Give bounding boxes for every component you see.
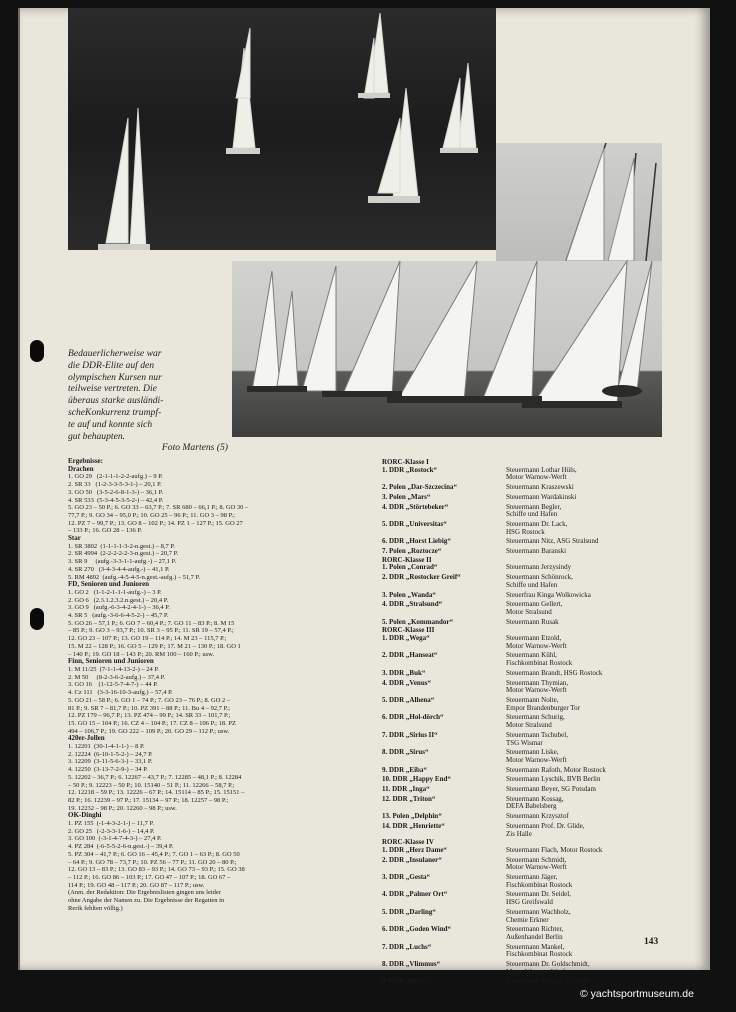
results-line: 1. GO 2 (1-1-2-1-1-1-aufg.-) – 3 P.	[68, 588, 162, 596]
rorc-crew-line: Steuermann Wardakinski	[506, 492, 577, 501]
rorc-crew-line: Motor Warnow-Werft	[506, 863, 567, 872]
rorc-place: 5. Polen „Kommandor“	[382, 617, 453, 626]
results-line: 12. GO 13 – 83 P.; 13. GO 83 – 93 P.; 14. GO 73 – 93 P.; 15. GO 38	[68, 866, 245, 874]
rorc-crew-line: Außenhandel Berlin	[506, 932, 563, 941]
results-line: 5. PZ 304 – 41,7 P.; 6. GO 16 – 45,4 P.; 7. GO 1 – 63 P.; 8. GO 50	[68, 850, 240, 858]
results-line: Rerik fehlten völlig.)	[68, 904, 123, 912]
rorc-crew	[506, 961, 672, 976]
rorc-entry	[382, 813, 672, 821]
rorc-entry	[382, 926, 672, 941]
results-line: – 133 P.; 16. GO 28 – 136 P.	[68, 527, 142, 535]
rorc-entry	[382, 749, 672, 764]
rorc-crew-line: Steuermann Thymian,	[506, 678, 569, 687]
rorc-crew	[506, 467, 672, 482]
results-section-title: Finn, Senioren und Junioren	[68, 657, 154, 666]
rorc-place: 2. DDR „Insulaner“	[382, 855, 442, 864]
rorc-crew-line: Steuermann Jerzysindy	[506, 563, 572, 572]
rorc-place: 7. Polen „Roztocze“	[382, 547, 442, 556]
rorc-place: 3. DDR „Gesta“	[382, 873, 431, 882]
rorc-crew	[506, 548, 672, 556]
caption-line: te auf und konnte sich	[68, 418, 153, 430]
rorc-place: 2. DDR „Hanseat“	[382, 651, 438, 660]
rorc-entry	[382, 538, 672, 546]
rorc-crew-line: Steuermann Richter,	[506, 925, 564, 934]
caption-line: überaus starke ausländi-	[68, 395, 164, 407]
rorc-place: 7. DDR „Sirius II“	[382, 730, 438, 739]
rorc-crew-line: Schiffe und Hafen	[506, 510, 558, 519]
results-line: 5. RM 4892 (aufg.-4-5-4-5-n.gest.-aufg.) – 51,7 P.	[68, 573, 201, 581]
caption-line: Bedauerlicherweise war	[68, 348, 162, 359]
rorc-entry	[382, 652, 672, 667]
rorc-entry	[382, 961, 672, 976]
rorc-entry	[382, 697, 672, 712]
results-line: 3. 12209 (3-11-5-6-3-) – 33,1 P.	[68, 758, 153, 766]
rorc-crew-line: Steuermann Wachholz,	[506, 907, 571, 916]
rorc-entry	[382, 857, 672, 872]
rorc-crew-line: Fischkombinat Rostock	[506, 950, 573, 959]
rorc-place: 9. DDR „Eiba“	[382, 765, 427, 774]
magazine-page	[20, 8, 710, 986]
rorc-crew	[506, 670, 672, 678]
rorc-crew-line: Steuermann Tschubel,	[506, 730, 568, 739]
results-line: 1. SR 3802 (1-1-1-1-3-2-n.gest.) – 8,7 P.	[68, 542, 175, 550]
rorc-entry	[382, 909, 672, 924]
rorc-crew-line: Motor Stralsund	[506, 607, 552, 616]
rorc-crew	[506, 813, 672, 821]
rorc-crew-line: Zis Halle	[506, 829, 532, 838]
rorc-crew-line: Steuermann Krzysztof	[506, 812, 569, 821]
results-line: 1. GO 29 (2-1-1-1-2-2-aufg.) – 9 P.	[68, 473, 163, 481]
rorc-crew	[506, 786, 672, 794]
rorc-crew	[506, 538, 672, 546]
rorc-place: 6. DDR „Goden Wind“	[382, 925, 451, 934]
rorc-crew	[506, 847, 672, 855]
rorc-crew-line: Steuermann Schmidt,	[506, 855, 567, 864]
rorc-crew-line: Steuermann Jäger,	[506, 873, 558, 882]
rorc-crew-line: Steuermann Dr. Goldschmidt,	[506, 960, 590, 969]
rorc-crew-line: Steuermann Lothar Hüls,	[506, 465, 577, 474]
results-line: 2. SR 33 (1-2-3-3-5-3-1-) – 20,1 P.	[68, 481, 162, 489]
results-line: – 140 P.; 19. GO 18 – 143 P.; 20. RM 100 – 160 P.; usw.	[68, 650, 215, 658]
rorc-crew-line: Steuermann Etzold,	[506, 634, 562, 643]
rorc-place: 9. DDR „Zis I“	[382, 977, 427, 986]
results-line: 3. GO 9 (aufg.-6-3-4-2-4-1-) – 36,4 P.	[68, 604, 170, 612]
rorc-crew	[506, 732, 672, 747]
results-line: – 85 P.; 9. GO 3 – 93,7 P.; 10. SR 3 – 95 P.; 11. SR 19 – 57,4 P.;	[68, 627, 234, 635]
rorc-crew-line: Steuermann Nöckel, Zis Halle	[506, 977, 591, 986]
results-line: – 50 P.; 9. 12223 – 50 P.; 10. 15140 – 51 P.; 11. 12266 – 58,7 P.;	[68, 781, 235, 789]
rorc-crew	[506, 504, 672, 519]
rorc-entry	[382, 601, 672, 616]
results-line: 4. SR 5 (aufg.-3-6-6-4-5-2-) – 45,7 P.	[68, 612, 169, 620]
caption-line: scheKonkurrenz trumpf-	[68, 406, 162, 418]
results-line: 5. GO 21 – 58 P.; 6. GO 1 – 74 P.; 7. GO 23 – 76 P.; 8. GO 2 –	[68, 696, 231, 704]
rorc-crew-line: Steuermann Dr. Seidel,	[506, 890, 571, 899]
results-line: 1. PZ 155 (-1-4-3-2-1-) – 11,7 P.	[68, 820, 155, 828]
results-line: 1. M 11/25 (7-1-1-4-13-2-) – 24 P.	[68, 665, 159, 673]
rorc-place: 14. DDR „Henriette“	[382, 821, 445, 830]
rorc-entry	[382, 891, 672, 906]
results-line: 4. Cz 111 (3-3-16-10-3-aufg.) – 57,4 P.	[68, 689, 173, 697]
rorc-entry	[382, 467, 672, 482]
rorc-crew-line: Motor Stralsund	[506, 721, 552, 730]
rorc-crew-line: Steuermann Liske,	[506, 748, 559, 757]
rorc-place: 1. DDR „Herz Dame“	[382, 845, 447, 854]
results-line: 77,7 P.; 9. GO 34 – 95,0 P.; 10. GO 25 – 96 P.; 11. GO 3 – 98 P.;	[68, 511, 235, 519]
rorc-crew	[506, 601, 672, 616]
results-line: 81 P.; 9. SR 7 – 81,7 P.; 10. PZ 391 – 88 P.; 11. Bu 4 – 92,7 P.;	[68, 704, 230, 712]
caption-line: teilweise vertreten. Die	[68, 383, 157, 395]
results-line: 3. GO 16 (1-12-5-7-4-7-) – 44 P.	[68, 681, 158, 689]
rorc-place: 7. DDR „Luchs“	[382, 942, 432, 951]
watermark: © yachtsportmuseum.de	[580, 988, 694, 1000]
rorc-crew-line: Steuerfrau Kinga Wolkowicka	[506, 590, 591, 599]
rorc-place: 2. DDR „Rostocker Greif“	[382, 573, 461, 582]
rorc-entry	[382, 776, 672, 784]
rorc-entry	[382, 732, 672, 747]
rorc-crew-line: Steuermann Kossag,	[506, 794, 564, 803]
rorc-crew-line: Fischkombinat Rostock	[506, 880, 573, 889]
rorc-crew	[506, 680, 672, 695]
results-line: (Anm. der Redaktion: Die Ergebnislisten gingen uns leider	[68, 889, 221, 897]
results-line: 2. GO 25 (-2-3-3-1-6-) – 14,4 P.	[68, 827, 155, 835]
rorc-crew	[506, 857, 672, 872]
rorc-entry	[382, 564, 672, 572]
rorc-crew-line: Empor Brandenburger Tor	[506, 703, 580, 712]
rorc-crew	[506, 697, 672, 712]
rorc-class-title: RORC-Klasse II	[382, 555, 432, 564]
rorc-crew-line: Steuermann Dr. Lack,	[506, 519, 568, 528]
rorc-crew-line: Steuermann Rafoth, Motor Rostock	[506, 765, 606, 774]
page-number: 143	[644, 937, 659, 947]
results-section-title: OK-Dinghi	[68, 811, 102, 820]
rorc-crew-line: Motor Warnow-Werft	[506, 755, 567, 764]
results-line: – 64 P.; 9. GO 78 – 73,7 P.; 10. PZ 56 – 77 P.; 11. GO 20 – 80 P.;	[68, 858, 237, 866]
rorc-crew-line: Steuermann Kraszewski	[506, 483, 574, 492]
results-line: 5. 12202 – 36,7 P.; 6. 12267 – 43,7 P.; 7. 12285 – 48,1 P.; 8. 12284	[68, 773, 242, 781]
results-line: 12. PZ 7 – 99,7 P.; 13. GO 8 – 102 P.; 14. PZ 1 – 127 P.; 15. GO 27	[68, 519, 243, 527]
rorc-place: 5. DDR „Universitas“	[382, 519, 447, 528]
results-line: 2. SR 4994 (2-2-2-2-2-3-n.gest.) – 20,7 P.	[68, 550, 179, 558]
rorc-place: 12. DDR „Triton“	[382, 794, 436, 803]
rorc-crew	[506, 909, 672, 924]
rorc-entry	[382, 635, 672, 650]
results-section-title: Star	[68, 534, 81, 543]
rorc-crew	[506, 635, 672, 650]
rorc-entry	[382, 847, 672, 855]
results-column	[68, 458, 355, 912]
rorc-crew-line: Steuermann Flach, Motor Rostock	[506, 845, 603, 854]
results-line: 2. 12224 (6-10-1-5-2-) – 24,7 P.	[68, 750, 153, 758]
rorc-crew	[506, 874, 672, 889]
rorc-place: 6. DDR „Hol-dörch“	[382, 713, 444, 722]
results-line: 2. M 50 (8-2-3-6-2-aufg.) – 37,4 P.	[68, 673, 166, 681]
rorc-place: 1. DDR „Wega“	[382, 634, 430, 643]
rorc-entry	[382, 714, 672, 729]
rorc-column	[382, 458, 672, 986]
rorc-crew	[506, 749, 672, 764]
rorc-entry	[382, 484, 672, 492]
rorc-crew-line: Steuermann Prof. Dr. Glide,	[506, 821, 585, 830]
caption-line: gut behaupten.	[68, 430, 126, 442]
rorc-crew-line: Steuermann Lyschik, BVB Berlin	[506, 775, 601, 784]
rorc-crew-line: Chemie Erkner	[506, 915, 549, 924]
rorc-crew	[506, 714, 672, 729]
rorc-entry	[382, 944, 672, 959]
rorc-crew-line: Steuermann Nitz, ASG Stralsund	[506, 537, 599, 546]
results-line: 494 – 106,7 P.; 19. GO 222 – 109 P.; 20. GO 29 – 112 P.; usw.	[68, 727, 230, 735]
results-line: 5. GO 23 – 50 P.; 6. GO 33 – 63,7 P.; 7. SR 680 – 66,1 P.; 8. GO 30 –	[68, 504, 249, 512]
photo-caption	[68, 348, 228, 454]
rorc-crew-line: Steuermann Schurig,	[506, 713, 565, 722]
rorc-entry	[382, 874, 672, 889]
rorc-crew	[506, 494, 672, 502]
results-line: 3. GO 50 (3-5-2-6-8-1-3-) – 36,1 P.	[68, 488, 164, 496]
rorc-crew-line: Motor Warnow-Werft	[506, 686, 567, 695]
results-line: 5. GO 26 – 57,1 P.; 6. GO 7 – 60,4 P.; 7. GO 11 – 83 P.; 8. M 15	[68, 619, 235, 627]
rorc-place: 4. DDR „Störtebeker“	[382, 502, 449, 511]
rorc-place: 8. DDR „Sirus“	[382, 748, 429, 757]
rorc-crew-line: Steuermann Schönrock,	[506, 573, 573, 582]
rorc-place: 11. DDR „Inga“	[382, 785, 430, 794]
rorc-crew-line: HSG Greifswald	[506, 898, 553, 907]
rorc-place: 1. Polen „Conrad“	[382, 563, 438, 572]
rorc-entry	[382, 786, 672, 794]
rorc-place: 6. DDR „Horst Liebig“	[382, 537, 451, 546]
sailing-photo-top	[68, 8, 496, 250]
rorc-entry	[382, 670, 672, 678]
rorc-crew-line: Motor Warnow-Werft	[506, 967, 567, 976]
rorc-crew	[506, 619, 672, 627]
rorc-place: 1. DDR „Rostock“	[382, 465, 438, 474]
sailing-photo-masts	[496, 143, 662, 261]
rorc-entry	[382, 592, 672, 600]
rorc-entry	[382, 767, 672, 775]
rorc-place: 5. DDR „Alhena“	[382, 695, 435, 704]
rorc-entry	[382, 796, 672, 811]
rorc-place: 8. DDR „Vlimmus“	[382, 960, 441, 969]
rorc-entry	[382, 680, 672, 695]
results-line: 12. 12218 – 59 P.; 13. 12226 – 67 P.; 14. 15114 – 85 P.; 15. 15151 –	[68, 789, 245, 797]
rorc-crew	[506, 891, 672, 906]
rorc-crew	[506, 574, 672, 589]
caption-line: olympischen Kursen nur	[68, 371, 162, 383]
rorc-crew	[506, 521, 672, 536]
rorc-crew-line: Motor Warnow-Werft	[506, 641, 567, 650]
rorc-place: 3. DDR „Buk“	[382, 668, 426, 677]
results-line: – 112 P.; 16. GO 86 – 103 P.; 17. GO 47 – 107 P.; 18. GO 67 –	[68, 873, 231, 881]
rorc-crew	[506, 592, 672, 600]
rorc-crew-line: Steuermann Beyer, SG Potsdam	[506, 785, 596, 794]
results-line: 19. 12232 – 98 P.; 20. 12260 – 98 P.; usw.	[68, 804, 177, 812]
results-line: 114 P.; 19. GO 48 – 117 P.; 20. GO 87 – 117 P.; usw.	[68, 881, 205, 889]
rorc-crew-line: Steuermann Gellert,	[506, 600, 563, 609]
results-line: 15. M 22 – 128 P.; 16. GO 5 – 129 P.; 17. M 21 – 130 P.; 18. GO 1	[68, 642, 241, 650]
rorc-entry	[382, 619, 672, 627]
results-line: ohne Angabe der Namen zu. Die Ergebnisse der Regatten in	[68, 897, 225, 905]
results-section-title: Drachen	[68, 464, 94, 473]
rorc-crew-line: HSG Rostock	[506, 527, 545, 536]
rorc-place: 3. Polen „Wanda“	[382, 590, 436, 599]
rorc-place: 13. Polen „Delphin“	[382, 812, 442, 821]
rorc-class-title: RORC-Klasse IV	[382, 838, 434, 847]
rorc-crew-line: Steuermann Mankel,	[506, 942, 565, 951]
rorc-entry	[382, 823, 672, 838]
rorc-crew	[506, 776, 672, 784]
caption-line: die DDR-Elite auf den	[68, 359, 155, 371]
results-line: 15. GO 15 – 104 P.; 16. CZ 4 – 104 P.; 17. CZ 8 – 106 P.; 18. PZ	[68, 719, 236, 727]
results-section-title: 420er-Jollen	[68, 734, 105, 743]
rorc-crew	[506, 978, 672, 986]
rorc-crew	[506, 823, 672, 838]
rorc-crew	[506, 796, 672, 811]
rorc-crew-line: Steuermann Nolte,	[506, 695, 559, 704]
results-line: 1. 12201 (30-1-4-1-1-) – 8 P.	[68, 743, 145, 751]
rorc-place: 3. Polen „Mars“	[382, 492, 431, 501]
results-heading: Ergebnisse:	[68, 457, 103, 465]
rorc-crew	[506, 484, 672, 492]
rorc-entry	[382, 521, 672, 536]
results-line: 4. SR 270 (3-4-3-4-4-aufg.-) – 41,1 P.	[68, 565, 170, 573]
results-line: 4. 12250 (3-13-7-2-9-) – 34 P.	[68, 766, 148, 774]
rorc-entry	[382, 548, 672, 556]
rorc-class-title: RORC-Klasse III	[382, 626, 435, 635]
rorc-crew-line: DEFA Babelsberg	[506, 802, 557, 811]
rorc-crew-line: Steuermann Baranski	[506, 547, 567, 556]
rorc-entry	[382, 494, 672, 502]
rorc-crew-line: Steuermann Kühl,	[506, 651, 557, 660]
rorc-entry	[382, 574, 672, 589]
results-line: 2. GO 6 (2.3.1.2.3.2.n.gest.) – 20,4 P.	[68, 596, 169, 604]
rorc-crew-line: Steuermann Brandt, HSG Rostock	[506, 668, 603, 677]
results-line: 82 P.; 16. 12239 – 97 P.; 17. 15134 – 97 P.; 18. 12257 – 98 P.;	[68, 796, 229, 804]
rorc-place: 4. DDR „Palmer Ort“	[382, 890, 448, 899]
rorc-class-title: RORC-Klasse I	[382, 458, 429, 466]
rorc-place: 2. Polen „Dar-Szczecina“	[382, 483, 457, 492]
punch-hole	[30, 608, 44, 630]
rorc-entry	[382, 978, 672, 986]
rorc-crew	[506, 652, 672, 667]
punch-hole	[30, 340, 44, 362]
rorc-place: 4. DDR „Stralsund“	[382, 600, 443, 609]
rorc-crew-line: Steuermann Begler,	[506, 502, 562, 511]
rorc-crew	[506, 767, 672, 775]
rorc-crew-line: Motor Warnow-Werft	[506, 473, 567, 482]
rorc-place: 5. DDR „Darling“	[382, 907, 436, 916]
results-line: 3. GO 100 (-3-1-4-7-4-3-) – 27,4 P.	[68, 835, 162, 843]
rorc-place: 10. DDR „Happy End“	[382, 775, 451, 784]
results-line: 4. PZ 284 (-6-5-5-2-6-n.gest.-) – 39,4 P.	[68, 843, 174, 851]
rorc-crew	[506, 564, 672, 572]
results-line: 12. PZ 179 – 96,7 P.; 13. PZ 474 – 99 P.; 14. SR 33 – 101,7 P.;	[68, 712, 231, 720]
sailing-photo-fleet	[232, 261, 662, 437]
results-section-title: FD, Senioren und Junioren	[68, 580, 150, 589]
rorc-place: 4. DDR „Venus“	[382, 678, 431, 687]
photo-credit: Foto Martens (5)	[161, 442, 228, 454]
rorc-crew-line: Steuermann Rusak	[506, 617, 559, 626]
rorc-entry	[382, 504, 672, 519]
results-line: 12. GO 23 – 107 P.; 13. GO 19 – 114 P.; 14. M 23 – 115,7 P.;	[68, 635, 227, 643]
rorc-crew-line: Fischkombinat Rostock	[506, 659, 573, 668]
rorc-crew-line: Schiffe und Hafen	[506, 580, 558, 589]
rorc-crew-line: TSG Wismar	[506, 738, 543, 747]
results-line: 3. SR 9 (aufg.-3-3-1-1-aufg.-) – 27,1 P.	[68, 558, 177, 566]
results-line: 4. SR 533 (5-3-4-5-3-5-2-) – 42,4 P.	[68, 496, 164, 504]
